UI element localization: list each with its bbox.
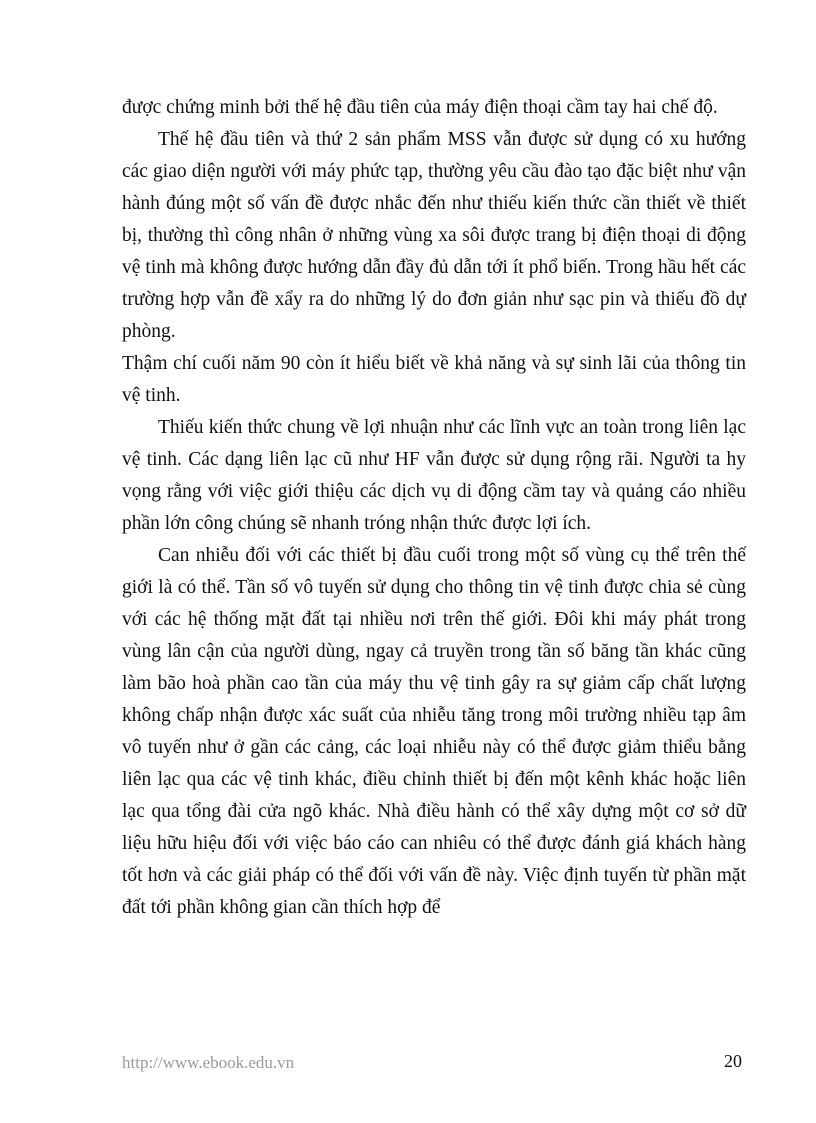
page-body [122, 92, 746, 924]
paragraph-4: Thiếu kiến thức chung về lợi nhuận như các lĩnh vực an toàn trong liên lạc vệ tinh. Các dạng liên lạc cũ như HF vẫn được sử dụng rộng rãi. Người ta hy vọng rằng với việc giới thiệu các dịch vụ di động cầm tay và quảng cáo nhiều phần lớn công chúng sẽ nhanh tróng nhận thức được lợi ích. [122, 417, 746, 534]
paragraph-5: Can nhiễu đối với các thiết bị đầu cuối trong một số vùng cụ thể trên thế giới là có thể. Tần số vô tuyến sử dụng cho thông tin vệ tinh được chia sẻ cùng với các hệ thống mặt đất tại nhiều nơi trên thế giới. Đôi khi máy phát trong vùng lân cận của người dùng, ngay cả truyền trong tần số băng tần khác cũng làm bão hoà phần cao tần của máy thu vệ tinh gây ra sự giảm cấp chất lượng không chấp nhận được xác suất của nhiễu tăng trong môi trường nhiều tạp âm vô tuyến như ở gần các cảng, các loại nhiễu này có thể được giảm thiểu bằng liên lạc qua các vệ tinh khác, điều chỉnh thiết bị đến một kênh khác hoặc liên lạc qua tổng đài cửa ngõ khác. Nhà điều hành có thể xây dựng một cơ sở dữ liệu hữu hiệu đối với việc báo cáo can nhiêu có thể được đánh giá khách hàng tốt hơn và các giải pháp có thể đối với vấn đề này. Việc định tuyến từ phần mặt đất tới phần không gian cần thích hợp để [122, 545, 746, 918]
paragraph-3: Thậm chí cuối năm 90 còn ít hiểu biết về khả năng và sự sinh lãi của thông tin vệ tinh. [122, 353, 746, 406]
paragraph-2: Thế hệ đầu tiên và thứ 2 sản phẩm MSS vẫn được sử dụng có xu hướng các giao diện người với máy phức tạp, thường yêu cầu đào tạo đặc biệt như vận hành đúng một số vấn đề được nhắc đến như thiếu kiến thức cần thiết về thiết bị, thường thì công nhân ở những vùng xa sôi được trang bị điện thoại di động vệ tinh mà không được hướng dẫn đầy đủ dẫn tới ít phổ biến. Trong hầu hết các trường hợp vẫn đề xẩy ra do những lý do đơn giản như sạc pin và thiếu đồ dự phòng. [122, 129, 746, 342]
footer-url: http://www.ebook.edu.vn [122, 1053, 295, 1072]
paragraph-1: được chứng minh bởi thế hệ đầu tiên của máy điện thoại cầm tay hai chế độ. [122, 97, 718, 118]
page-number: 20 [724, 1051, 742, 1071]
